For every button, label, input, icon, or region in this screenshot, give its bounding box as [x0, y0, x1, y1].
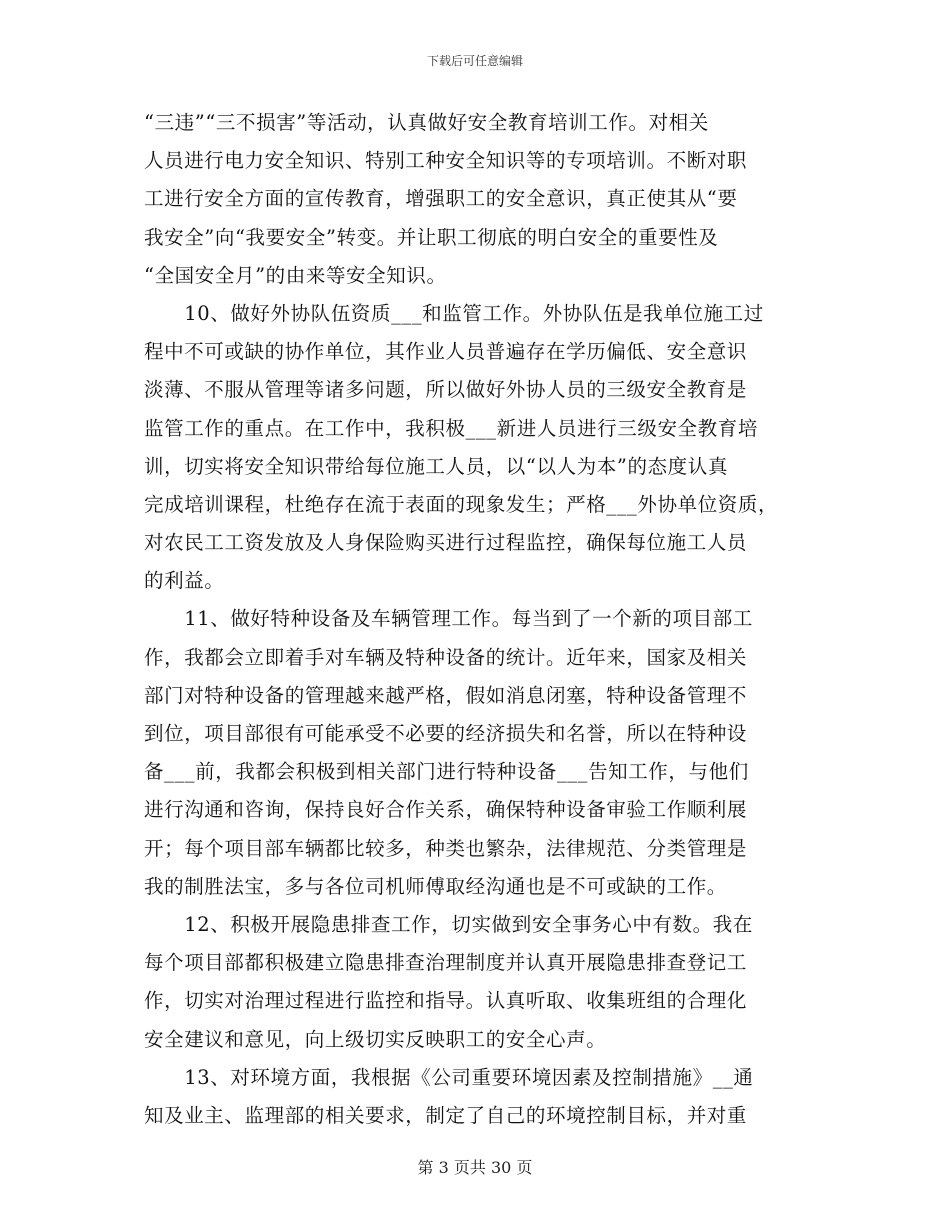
text-line: 淡薄、不服从管理等诸多问题，所以做好外协人员的三级安全教育是	[144, 378, 748, 402]
text-line: 作，切实对治理过程进行监控和指导。认真听取、收集班组的合理化	[144, 989, 748, 1013]
text-line: 10、做好外协队伍资质___和监管工作。外协队伍是我单位施工过	[144, 301, 764, 325]
text-line: 我安全”向“我要安全”转变。并让职工彻底的明白安全的重要性及	[144, 225, 719, 249]
text-line: 工进行安全方面的宣传教育，增强职工的安全意识，真正使其从“要	[144, 187, 738, 211]
text-line: 作，我都会立即着手对车辆及特种设备的统计。近年来，国家及相关	[144, 645, 748, 669]
text-line: 到位，项目部很有可能承受不必要的经济损失和名誉，所以在特种设	[144, 722, 748, 745]
text-line: 13、对环境方面，我根据《公司重要环境因素及控制措施》__通	[144, 1065, 754, 1089]
text-line: “全国安全月”的由来等安全知识。	[144, 263, 447, 287]
text-line: 安全建议和意见，向上级切实反映职工的安全心声。	[144, 1027, 607, 1051]
text-line: 11、做好特种设备及车辆管理工作。每当到了一个新的项目部工	[144, 607, 753, 631]
text-line: 人员进行电力安全知识、特别工种安全知识等的专项培训。不断对职	[144, 149, 748, 173]
document-body	[144, 104, 812, 1135]
text-line: 部门对特种设备的管理越来越严格，假如消息闭塞，特种设备管理不	[144, 683, 748, 707]
text-line: 进行沟通和咨询，保持良好合作关系，确保特种设备审验工作顺利展	[144, 798, 748, 822]
text-line: 的利益。	[144, 569, 225, 593]
text-line: 训，切实将安全知识带给每位施工人员，以“以人为本”的态度认真	[144, 454, 728, 478]
page-number: 第 3 页共 30 页	[417, 1158, 533, 1177]
text-line: 知及业主、监理部的相关要求，制定了自己的环境控制目标，并对重	[144, 1103, 748, 1127]
text-line: 对农民工工资发放及人身保险购买进行过程监控，确保每位施工人员	[144, 531, 748, 555]
text-line: 开；每个项目部车辆都比较多，种类也繁杂，法律规范、分类管理是	[144, 836, 748, 860]
text-line: 完成培训课程，杜绝存在流于表面的现象发生；严格___外协单位资质，	[144, 492, 779, 516]
text-line: 程中不可或缺的协作单位，其作业人员普遍存在学历偏低、安全意识	[144, 340, 748, 364]
text-line: 12、积极开展隐患排查工作，切实做到安全事务心中有数。我在	[144, 912, 753, 936]
text-line: “三违”“三不损害”等活动，认真做好安全教育培训工作。对相关	[144, 111, 709, 134]
page-header: 下载后可任意编辑	[426, 54, 523, 68]
text-line: 每个项目部都积极建立隐患排查治理制度并认真开展隐患排查登记工	[144, 951, 748, 975]
text-line: 监管工作的重点。在工作中，我积极___新进人员进行三级安全教育培	[144, 416, 758, 440]
text-line: 备___前，我都会积极到相关部门进行特种设备___告知工作，与他们	[144, 760, 749, 784]
text-line: 我的制胜法宝，多与各位司机师傅取经沟通也是不可或缺的工作。	[144, 874, 727, 898]
